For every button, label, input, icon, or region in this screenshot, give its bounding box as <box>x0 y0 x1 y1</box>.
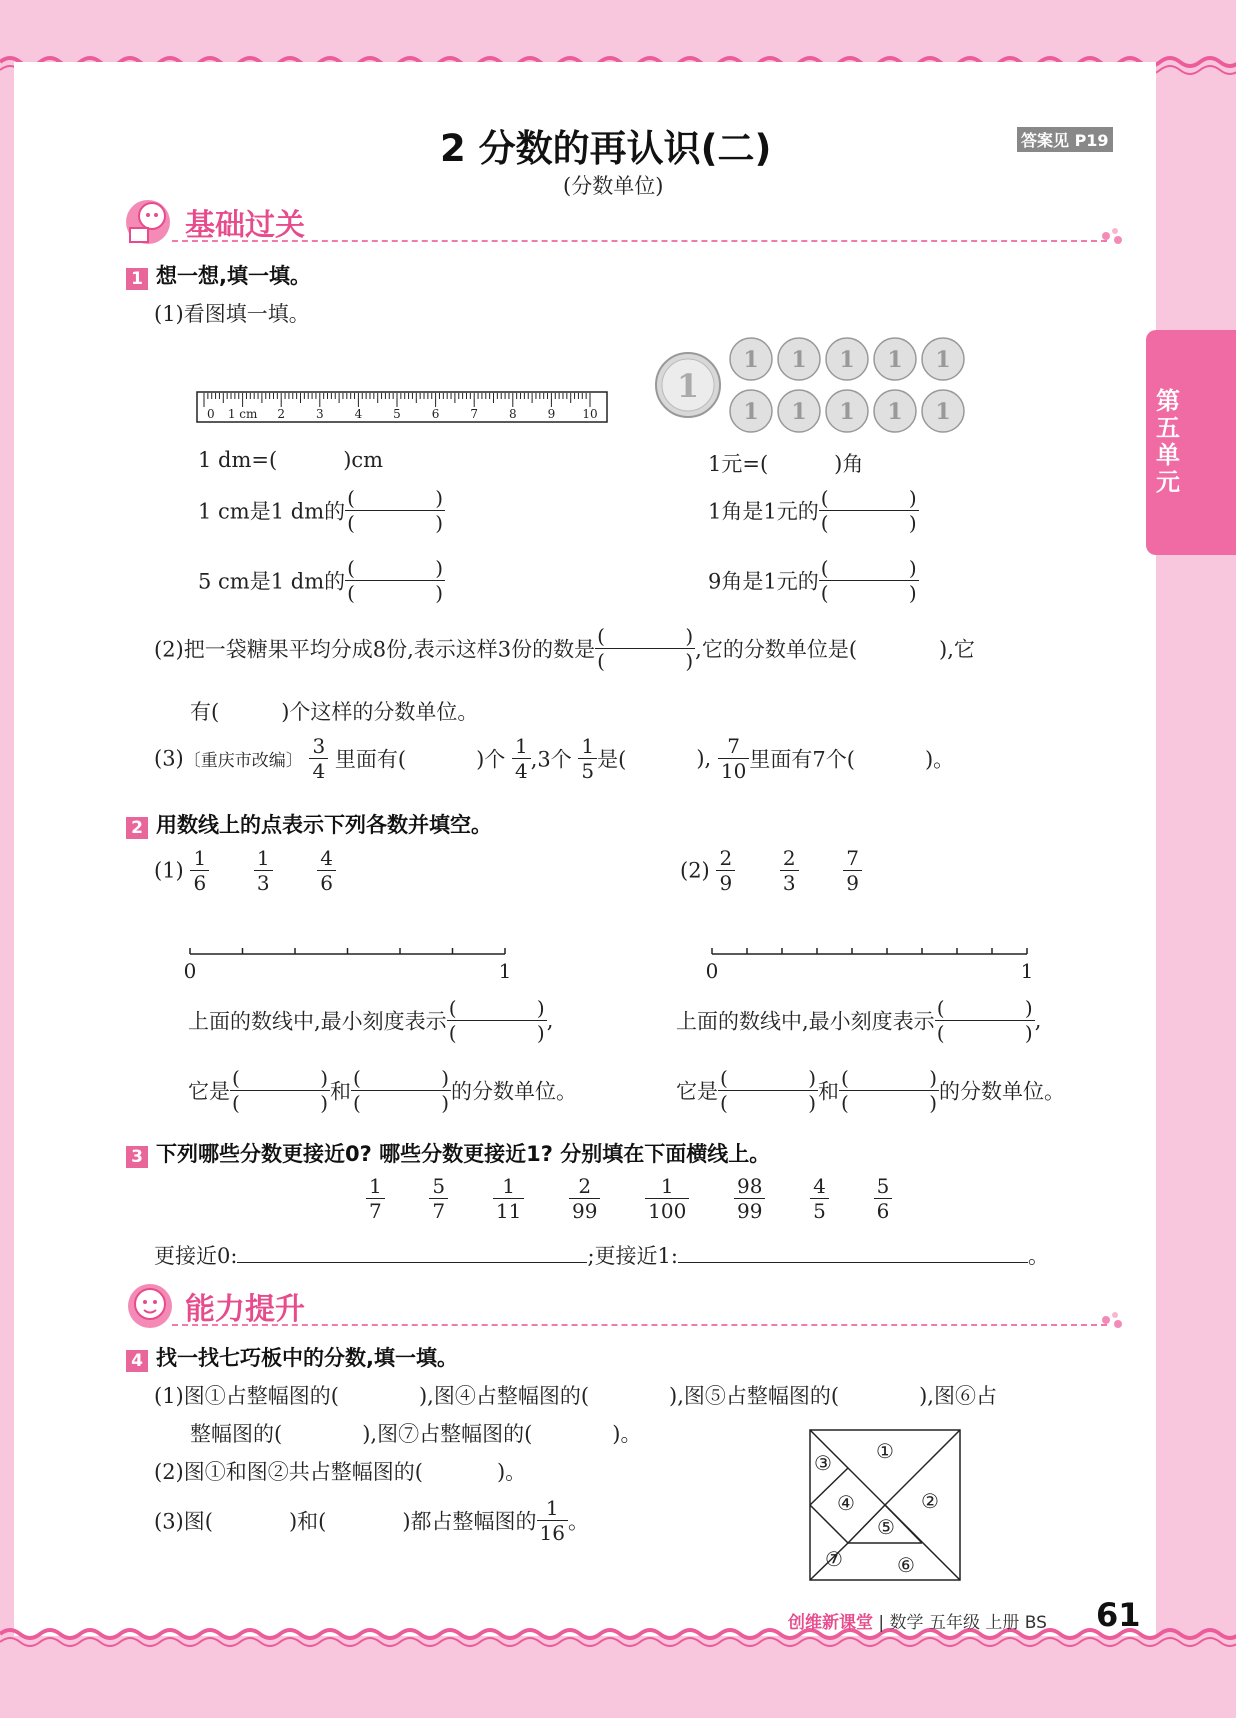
q1-part2-text-c: ),它 <box>939 637 975 662</box>
footer-book-info: 数学 五年级 上册 BS <box>889 1613 1047 1633</box>
axis-end-label: 1 <box>1020 959 1034 983</box>
fraction-1-4: $\frac{1}{4}$ <box>512 734 531 783</box>
coin-label: 1 <box>791 347 807 373</box>
ruler-tick-label: 3 <box>315 407 324 421</box>
footer-brand: 创维新课堂 <box>788 1613 873 1633</box>
section-advanced-divider <box>172 1324 1107 1326</box>
fraction-7-9: $\frac{7}{9}$ <box>843 846 862 895</box>
fraction-5-6: $\frac{5}{6}$ <box>874 1174 893 1223</box>
q1-part3-text-c: ,3个 <box>530 747 572 772</box>
q1-jiao-text: 1角是1元的 <box>708 499 819 524</box>
ruler-tick-label: 9 <box>547 407 556 421</box>
answer-reference-badge: 答案见 P19 <box>1017 127 1113 152</box>
ruler-tick-label: 7 <box>470 407 479 421</box>
q1-9jiao-text: 9角是1元的 <box>708 569 819 594</box>
number-line-ninths[interactable] <box>702 940 1042 990</box>
q1-part3-text-g: )。 <box>924 747 955 772</box>
q1-header <box>126 260 311 290</box>
q3-end-punct: 。 <box>1027 1244 1049 1268</box>
q2-header <box>126 809 492 839</box>
ruler-figure <box>196 388 610 426</box>
q2-unit-text-b: 和 <box>818 1079 839 1104</box>
fraction-3-4: $\frac{3}{4}$ <box>309 734 328 783</box>
q1-yuan-line <box>708 448 863 478</box>
fraction-4-6: $\frac{4}{6}$ <box>317 846 336 895</box>
q2-unit-text-a: 它是 <box>188 1079 230 1104</box>
axis-start-label: 0 <box>183 959 197 983</box>
q1-5cm-fraction-blank[interactable]: ( ) ( ) <box>347 556 444 605</box>
coin-label: 1 <box>839 347 855 373</box>
q1-part3-text-e: ), <box>696 746 712 771</box>
footer-info: 创维新课堂 | 数学 五年级 上册 BS <box>788 1613 1047 1633</box>
ruler-tick-label: 0 <box>207 407 215 421</box>
dots-decoration-icon <box>1100 226 1126 246</box>
section-basic-divider <box>172 240 1107 242</box>
fraction-1-6: $\frac{1}{6}$ <box>190 846 209 895</box>
section-advanced-title: 能力提升 <box>185 1292 305 1327</box>
q1-part2-fraction-blank[interactable]: ( ) ( ) <box>597 624 694 673</box>
q4-part1-text-f: ),图⑦占整幅图的( <box>362 1422 533 1446</box>
ruler-tick-label: 10 <box>582 407 598 421</box>
q2-scale-comma: , <box>1034 1008 1042 1033</box>
q4-part1-text-e: 整幅图的( <box>190 1422 283 1446</box>
q2-scale-text: 上面的数线中,最小刻度表示 <box>188 1009 447 1034</box>
coins-figure <box>652 335 972 435</box>
q2-right-scale-line <box>676 996 1041 1045</box>
tangram-label-7: ⑦ <box>825 1547 843 1571</box>
q2-right-label: (2) <box>680 858 710 883</box>
q4-part2-text-b: )。 <box>496 1460 527 1484</box>
q1-part2-text-b: ,它的分数单位是( <box>695 637 858 662</box>
q4-part3-text-b: )和( <box>288 1509 327 1534</box>
q2-left-unit-blank-2[interactable]: ( ) ( ) <box>353 1066 449 1115</box>
tangram-label-4: ④ <box>837 1491 855 1515</box>
q1-cm-line <box>198 486 445 535</box>
q2-scale-comma: , <box>546 1008 554 1033</box>
tangram-label-1: ① <box>876 1439 894 1463</box>
bottom-wave-border <box>0 1622 1236 1662</box>
ruler-tick-label: 1 cm <box>227 407 258 421</box>
q4-part2-line <box>154 1456 526 1486</box>
axis-end-label: 1 <box>498 959 512 983</box>
q2-unit-text-c: 的分数单位。 <box>939 1079 1065 1104</box>
fraction-1-100: $\frac{1}{100}$ <box>645 1174 689 1223</box>
ruler-tick-label: 5 <box>393 407 401 421</box>
q1-part3-text-f: 里面有7个( <box>749 747 855 772</box>
q1-9jiao-line <box>708 556 919 605</box>
tangram-label-6: ⑥ <box>897 1553 915 1577</box>
q1-title: 想一想,填一填。 <box>156 264 311 288</box>
q4-part1-text-d: ),图⑥占 <box>919 1384 997 1408</box>
q1-dm-text: 1 dm=( <box>198 448 278 472</box>
q2-right-unit-blank-1[interactable]: ( ) ( ) <box>720 1066 816 1115</box>
q1-part2-text-e: )个这样的分数单位。 <box>281 700 479 724</box>
q1-part3-text-d: 是( <box>597 747 627 772</box>
q4-number: 4 <box>126 1350 148 1372</box>
q2-right-scale-blank[interactable]: ( ) ( ) <box>936 996 1033 1045</box>
fraction-2-3: $\frac{2}{3}$ <box>780 846 799 895</box>
q1-cm-fraction-blank[interactable]: ( ) ( ) <box>347 486 444 535</box>
q1-part2-text-a: (2)把一袋糖果平均分成8份,表示这样3份的数是 <box>154 637 596 662</box>
q1-9jiao-fraction-blank[interactable]: ( ) ( ) <box>820 556 917 605</box>
q2-right-unit-blank-2[interactable]: ( ) ( ) <box>841 1066 937 1115</box>
mascot-icon <box>122 196 178 246</box>
fraction-2-99: $\frac{2}{99}$ <box>569 1174 600 1223</box>
q2-title: 用数线上的点表示下列各数并填空。 <box>156 813 492 837</box>
tangram-figure <box>808 1428 964 1584</box>
q2-number: 2 <box>126 817 148 839</box>
q2-left-unit-blank-1[interactable]: ( ) ( ) <box>232 1066 328 1115</box>
q3-near1-label: ;更接近1: <box>587 1244 678 1268</box>
q1-part3-text-a: 里面有( <box>334 747 407 772</box>
q2-unit-text-b: 和 <box>330 1079 351 1104</box>
fraction-2-9: $\frac{2}{9}$ <box>716 846 735 895</box>
tangram-label-2: ② <box>921 1489 939 1513</box>
q4-header <box>126 1342 458 1372</box>
q4-part3-end: 。 <box>568 1509 589 1534</box>
fraction-1-5: $\frac{1}{5}$ <box>578 734 597 783</box>
mascot-icon <box>122 1280 178 1330</box>
number-line-sixths[interactable] <box>180 940 520 990</box>
q4-part3-text-c: )都占整幅图的 <box>402 1509 537 1534</box>
coin-label: 1 <box>887 347 903 373</box>
page-title: 2 分数的再认识(二) <box>440 127 772 170</box>
q4-part1-line2 <box>190 1418 641 1448</box>
q4-part1-text-a: (1)图①占整幅图的( <box>154 1384 339 1408</box>
q2-right-unit-line <box>676 1066 1065 1115</box>
coin-label: 1 <box>935 399 951 425</box>
fraction-7-10: $\frac{7}{10}$ <box>718 734 749 783</box>
coin-label: 1 <box>743 399 759 425</box>
tangram-label-5: ⑤ <box>877 1515 895 1539</box>
q3-near1-blank[interactable] <box>678 1242 1028 1263</box>
q4-part1-line1 <box>154 1380 997 1410</box>
q1-part3-text-b: )个 <box>476 747 506 772</box>
dots-decoration-icon <box>1100 1310 1126 1330</box>
q1-part2-line1 <box>154 624 975 673</box>
q4-title: 找一找七巧板中的分数,填一填。 <box>156 1346 458 1370</box>
coin-label: 1 <box>887 399 903 425</box>
q4-part1-text-c: ),图⑤占整幅图的( <box>669 1384 840 1408</box>
fraction-1-7: $\frac{1}{7}$ <box>366 1174 385 1223</box>
tangram-label-3: ③ <box>814 1451 832 1475</box>
fraction-4-5: $\frac{4}{5}$ <box>810 1174 829 1223</box>
q3-answer-line <box>154 1240 1049 1270</box>
q1-dm-unit: )cm <box>343 448 384 472</box>
fraction-98-99: $\frac{98}{99}$ <box>734 1174 765 1223</box>
q3-near0-blank[interactable] <box>237 1242 587 1263</box>
q4-part1-text-g: )。 <box>612 1422 642 1446</box>
q1-part3-line <box>154 734 954 783</box>
q2-left-label: (1) <box>154 858 184 883</box>
q2-left-fractions <box>154 846 336 895</box>
section-basic-title: 基础过关 <box>185 208 305 243</box>
one-yuan-coin-icon <box>656 353 720 417</box>
axis-start-label: 0 <box>705 959 719 983</box>
q1-cm-text: 1 cm是1 dm的 <box>198 499 346 524</box>
q1-yuan-unit: )角 <box>834 452 864 476</box>
q1-part1-prompt: (1)看图填一填。 <box>154 302 310 326</box>
q4-part3-text-a: (3)图( <box>154 1509 213 1534</box>
coin-label: 1 <box>676 367 700 405</box>
q3-near0-label: 更接近0: <box>154 1244 238 1268</box>
q1-part2-line2 <box>190 696 478 726</box>
q1-5cm-text: 5 cm是1 dm的 <box>198 569 346 594</box>
ruler-tick-label: 2 <box>277 407 286 421</box>
q2-right-fractions <box>680 846 862 895</box>
jiao-coins-group <box>730 338 964 432</box>
ruler-tick-label: 6 <box>431 407 440 421</box>
q2-left-scale-line <box>188 996 553 1045</box>
coin-label: 1 <box>839 399 855 425</box>
q2-unit-text-c: 的分数单位。 <box>451 1079 577 1104</box>
ruler-tick-label: 4 <box>354 407 363 421</box>
q2-left-unit-line <box>188 1066 577 1115</box>
page-subtitle: (分数单位) <box>563 174 664 198</box>
coin-label: 1 <box>743 347 759 373</box>
q3-number: 3 <box>126 1146 148 1168</box>
q2-left-scale-blank[interactable]: ( ) ( ) <box>448 996 545 1045</box>
q1-5cm-line <box>198 556 445 605</box>
q1-part3-source-tag: 〔重庆市改编〕 <box>183 751 303 771</box>
fraction-1-3: $\frac{1}{3}$ <box>254 846 273 895</box>
q2-unit-text-a: 它是 <box>676 1079 718 1104</box>
fraction-5-7: $\frac{5}{7}$ <box>429 1174 448 1223</box>
q1-part2-text-d: 有( <box>190 700 220 724</box>
q3-header <box>126 1138 770 1168</box>
q1-part3-prefix: (3) <box>154 746 184 771</box>
q4-part1-text-b: ),图④占整幅图的( <box>418 1384 590 1408</box>
q1-yuan-text: 1元=( <box>708 452 769 476</box>
unit-side-tab-label: 第五单元 <box>1156 387 1180 496</box>
q1-jiao-fraction-blank[interactable]: ( ) ( ) <box>820 486 917 535</box>
coin-label: 1 <box>935 347 951 373</box>
q1-jiao-line <box>708 486 919 535</box>
fraction-1-16: $\frac{1}{16}$ <box>537 1496 568 1545</box>
coin-label: 1 <box>791 399 807 425</box>
q2-scale-text: 上面的数线中,最小刻度表示 <box>676 1009 935 1034</box>
q3-fraction-list <box>366 1174 892 1223</box>
q4-part3-line <box>154 1496 589 1545</box>
q1-number: 1 <box>126 268 148 290</box>
q1-dm-line <box>198 448 383 472</box>
q4-part2-text-a: (2)图①和图②共占整幅图的( <box>154 1460 423 1484</box>
page-number: 61 <box>1096 1596 1141 1634</box>
ruler-tick-label: 8 <box>508 407 517 421</box>
fraction-1-11: $\frac{1}{11}$ <box>493 1174 524 1223</box>
q3-title: 下列哪些分数更接近0? 哪些分数更接近1? 分别填在下面横线上。 <box>156 1142 771 1166</box>
